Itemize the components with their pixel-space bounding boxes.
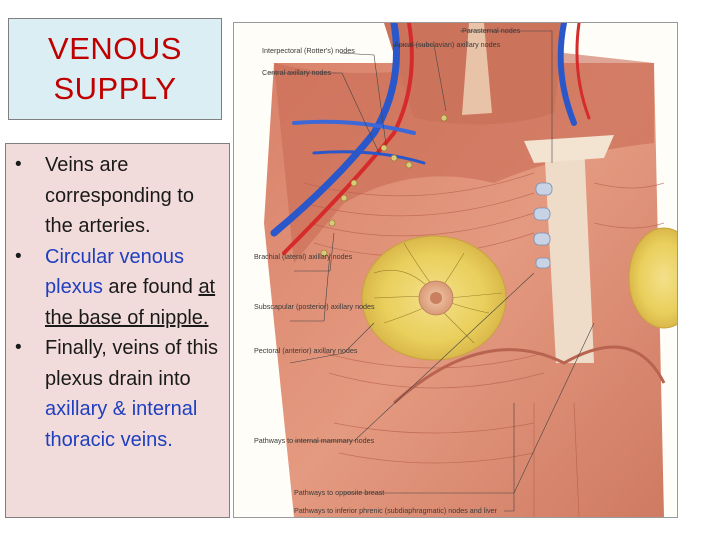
- label-subscapular: Subscapular (posterior) axillary nodes: [254, 302, 375, 311]
- bullet-item-1: [12, 150, 225, 242]
- label-pathways-opposite: Pathways to opposite breast: [294, 488, 385, 497]
- label-central: Central axillary nodes: [262, 68, 332, 77]
- label-interpectoral: Interpectoral (Rotter's) nodes: [262, 46, 355, 55]
- bullet-list: [12, 150, 225, 455]
- label-apical: Apical (subclavian) axillary nodes: [394, 40, 501, 49]
- bullet-2-text: are found: [102, 276, 199, 298]
- bullet-dot-icon: •: [15, 245, 22, 267]
- bullet-3-highlight: axillary & internal thoracic veins.: [45, 398, 198, 451]
- bullet-dot-icon: •: [15, 337, 22, 358]
- anatomy-illustration: [233, 22, 678, 518]
- label-pathways-inferior: Pathways to inferior phrenic (subdiaphragmatic) nodes and liver: [294, 506, 497, 515]
- slide-title: VENOUS SUPPLY: [48, 30, 182, 106]
- breast-lymphatics-svg: [234, 23, 677, 517]
- bullets-box: [5, 143, 230, 518]
- label-pectoral: Pectoral (anterior) axillary nodes: [254, 346, 358, 355]
- bullet-dot-icon: •: [15, 154, 22, 175]
- label-brachial: Brachial (lateral) axillary nodes: [254, 252, 353, 261]
- title-box: [8, 18, 222, 120]
- bullet-2-highlight: Circular venous plexus: [45, 245, 184, 298]
- bullet-3-text: Finally, veins of this plexus drain into: [45, 337, 219, 390]
- bullet-1-text: Veins are corresponding to the arteries.: [45, 154, 194, 237]
- bullet-item-3: [12, 333, 225, 455]
- bullet-item-2: [12, 242, 225, 334]
- label-pathways-internal: Pathways to internal mammary nodes: [254, 436, 375, 445]
- bullet-2-underlined: at the base of nipple.: [45, 276, 216, 329]
- label-parasternal: Parasternal nodes: [462, 26, 521, 35]
